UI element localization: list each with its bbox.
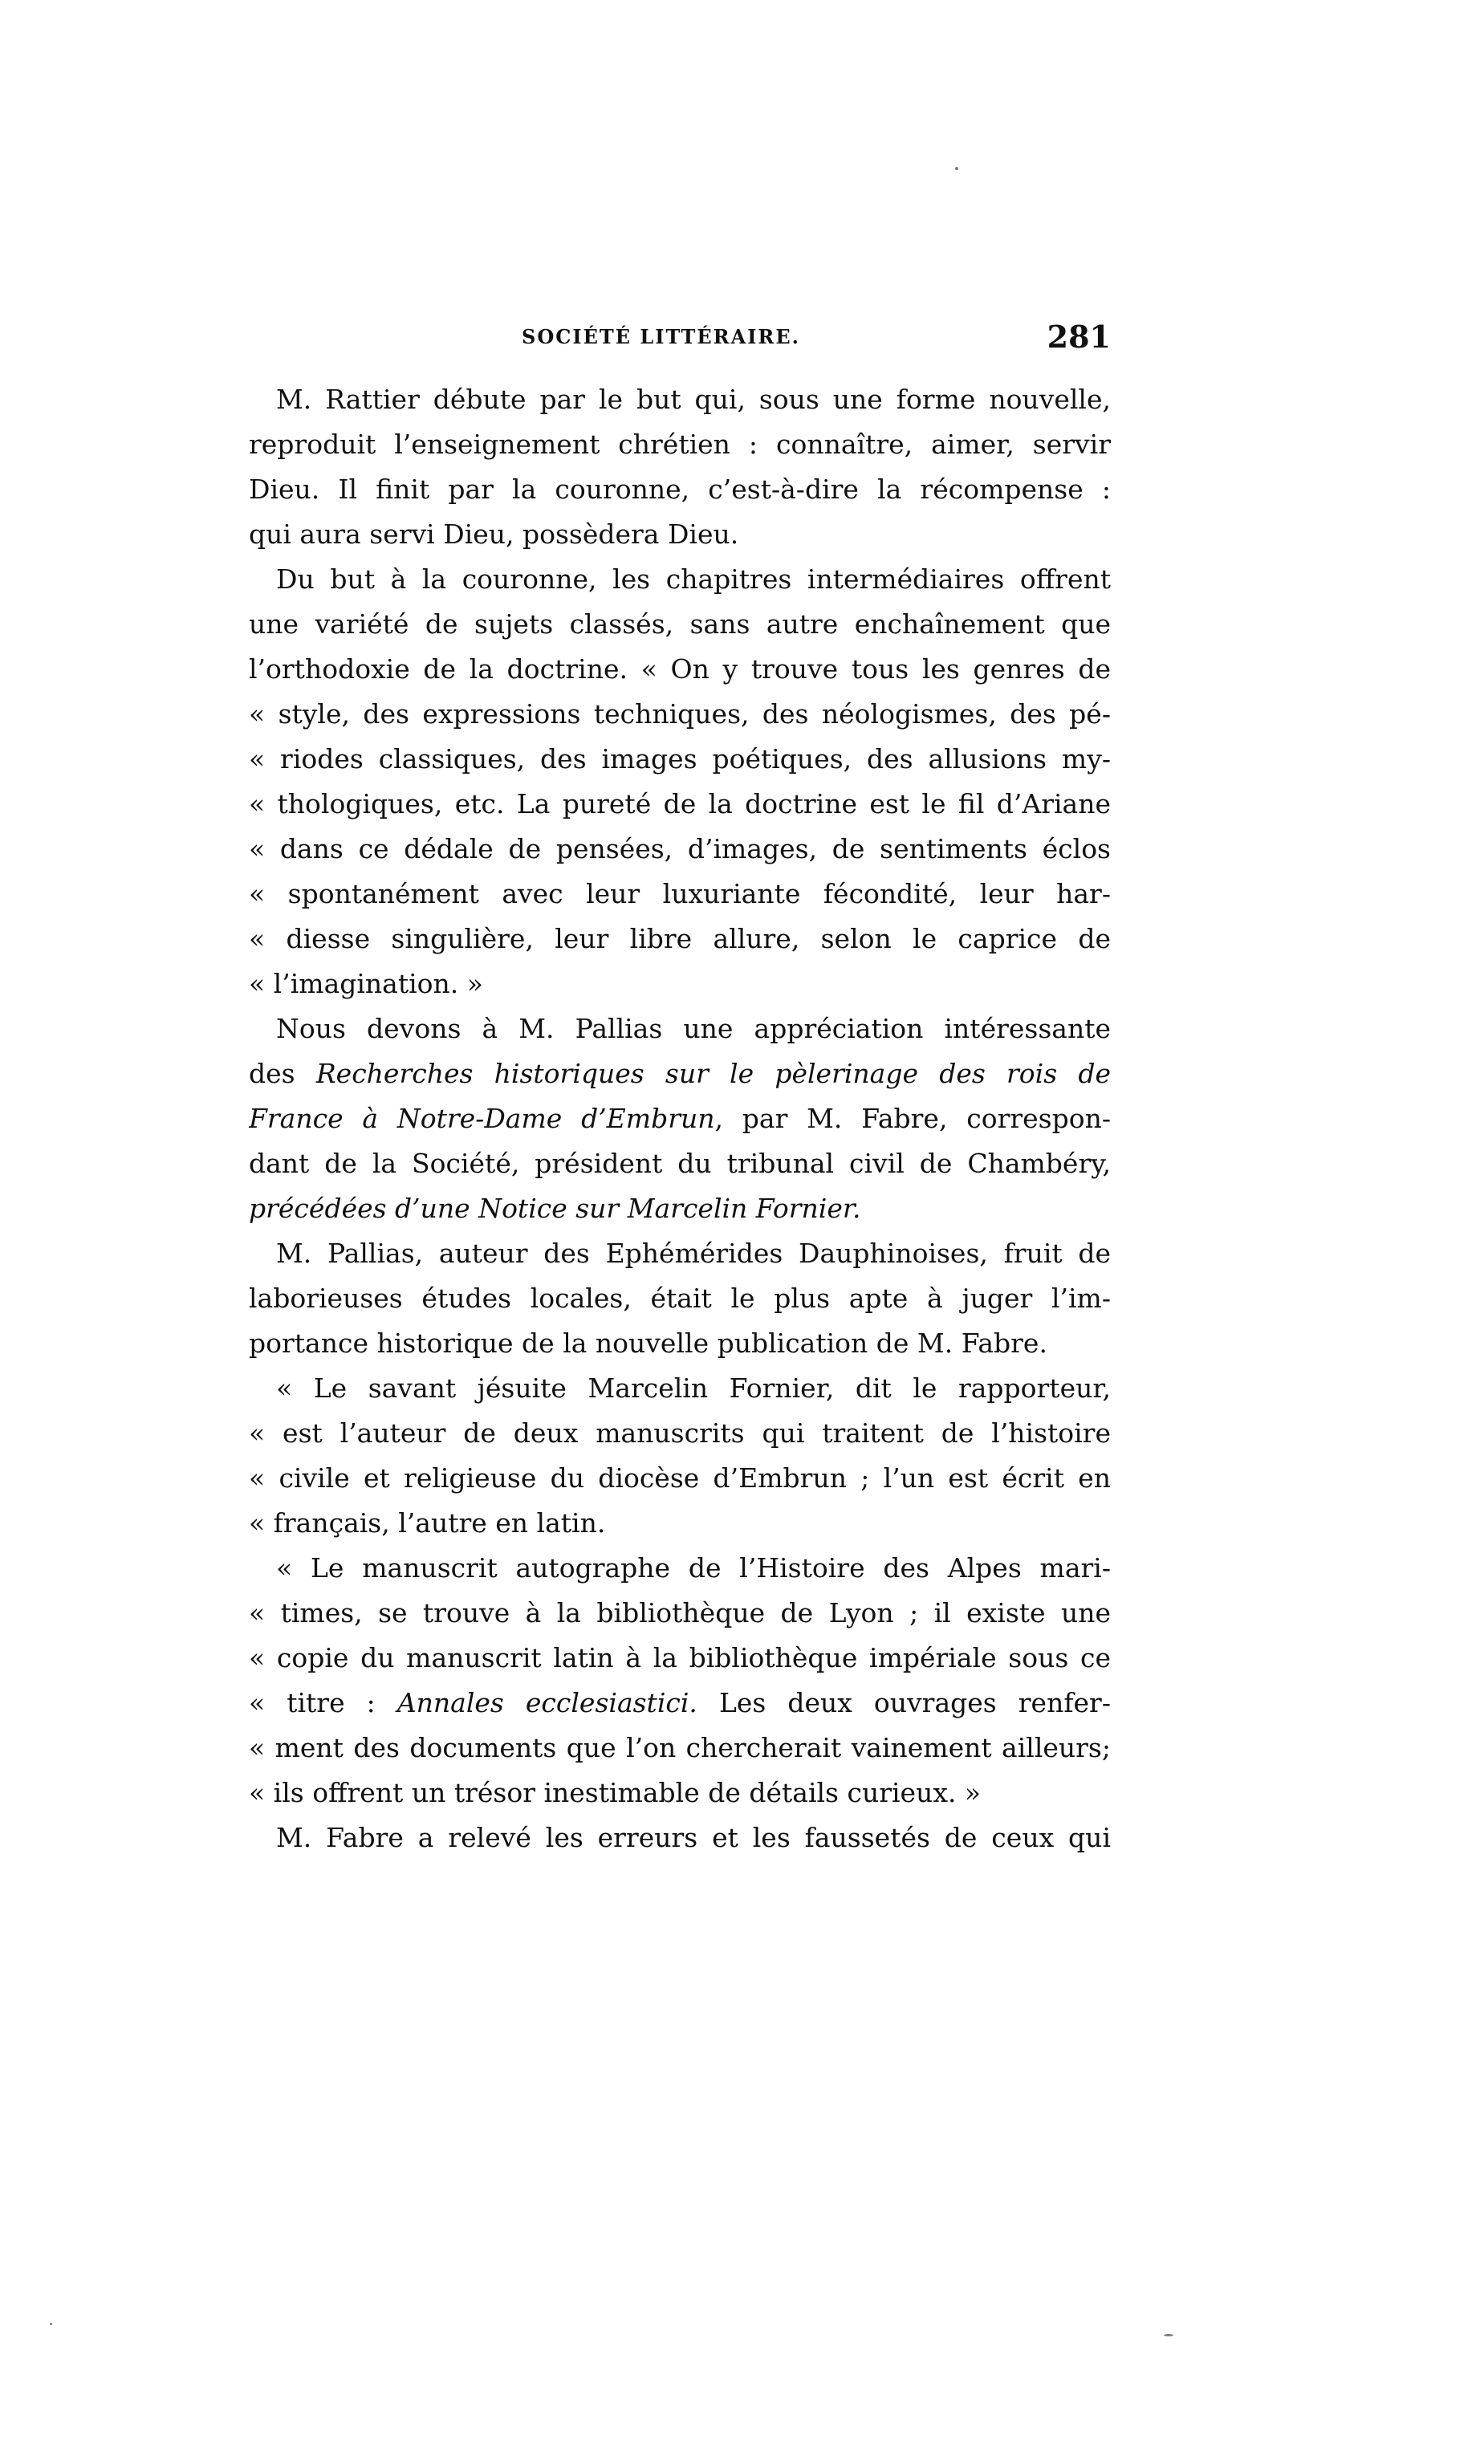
text-line: « est l’auteur de deux manuscrits qui traitent de l’histoire	[249, 1417, 1111, 1449]
text-line: l’orthodoxie de la doctrine. « On y trouve tous les genres de	[249, 653, 1111, 685]
running-title: SOCIÉTÉ LITTÉRAIRE.	[522, 325, 801, 348]
text-line: Dieu. Il finit par la couronne, c’est-à-dire la récompense :	[249, 474, 1111, 505]
text-line: Du but à la couronne, les chapitres intermédiaires offrent	[276, 563, 1111, 595]
speck-mark	[955, 167, 958, 170]
text-line: précédées d’une Notice sur Marcelin Fornier.	[249, 1193, 861, 1224]
text-line: « titre : Annales ecclesiastici. Les deux ouvrages renfer-	[249, 1687, 1111, 1718]
text-line: « dans ce dédale de pensées, d’images, de sentiments éclos	[249, 833, 1111, 864]
text-line: laborieuses études locales, était le plus apte à juger l’im-	[249, 1283, 1111, 1314]
text-line: « copie du manuscrit latin à la bibliothèque impériale sous ce	[249, 1642, 1111, 1673]
text-line: portance historique de la nouvelle publication de M. Fabre.	[249, 1328, 1047, 1359]
text-line: M. Fabre a relevé les erreurs et les faussetés de ceux qui	[276, 1822, 1111, 1853]
text-line: France à Notre-Dame d’Embrun, par M. Fabre, correspon-	[249, 1103, 1111, 1134]
text-line: « diesse singulière, leur libre allure, selon le caprice de	[249, 923, 1111, 954]
text-line: « Le savant jésuite Marcelin Fornier, dit le rapporteur,	[276, 1372, 1111, 1404]
text-line: qui aura servi Dieu, possèdera Dieu.	[249, 518, 739, 550]
text-line: « thologiques, etc. La pureté de la doctrine est le fil d’Ariane	[249, 788, 1111, 819]
body-text	[249, 377, 1111, 1860]
text-line: reproduit l’enseignement chrétien : connaître, aimer, servir	[249, 429, 1111, 460]
speck-mark	[1164, 2334, 1173, 2336]
speck-mark	[50, 2323, 52, 2325]
text-line: « times, se trouve à la bibliothèque de Lyon ; il existe une	[249, 1597, 1111, 1628]
text-line: M. Pallias, auteur des Ephémérides Dauphinoises, fruit de	[276, 1238, 1111, 1269]
text-line: dant de la Société, président du tribunal civil de Chambéry,	[249, 1148, 1111, 1179]
text-line: des Recherches historiques sur le pèlerinage des rois de	[249, 1058, 1111, 1089]
text-line: « spontanément avec leur luxuriante fécondité, leur har-	[249, 878, 1111, 909]
text-line: « ment des documents que l’on chercherait vainement ailleurs;	[249, 1732, 1111, 1763]
text-line: « français, l’autre en latin.	[249, 1507, 606, 1539]
text-line: M. Rattier débute par le but qui, sous une forme nouvelle,	[276, 384, 1111, 415]
text-line: « l’imagination. »	[249, 968, 483, 999]
page-number: 281	[1047, 319, 1111, 355]
text-line: Nous devons à M. Pallias une appréciation intéressante	[276, 1013, 1111, 1044]
text-line: « style, des expressions techniques, des néologismes, des pé-	[249, 698, 1111, 730]
text-line: une variété de sujets classés, sans autre enchaînement que	[249, 608, 1111, 640]
text-line: « civile et religieuse du diocèse d’Embrun ; l’un est écrit en	[249, 1462, 1111, 1494]
text-line: « riodes classiques, des images poétiques, des allusions my-	[249, 743, 1111, 775]
text-line: « Le manuscrit autographe de l’Histoire des Alpes mari-	[276, 1552, 1111, 1584]
page-header	[249, 319, 1111, 365]
text-line: « ils offrent un trésor inestimable de détails curieux. »	[249, 1777, 982, 1808]
